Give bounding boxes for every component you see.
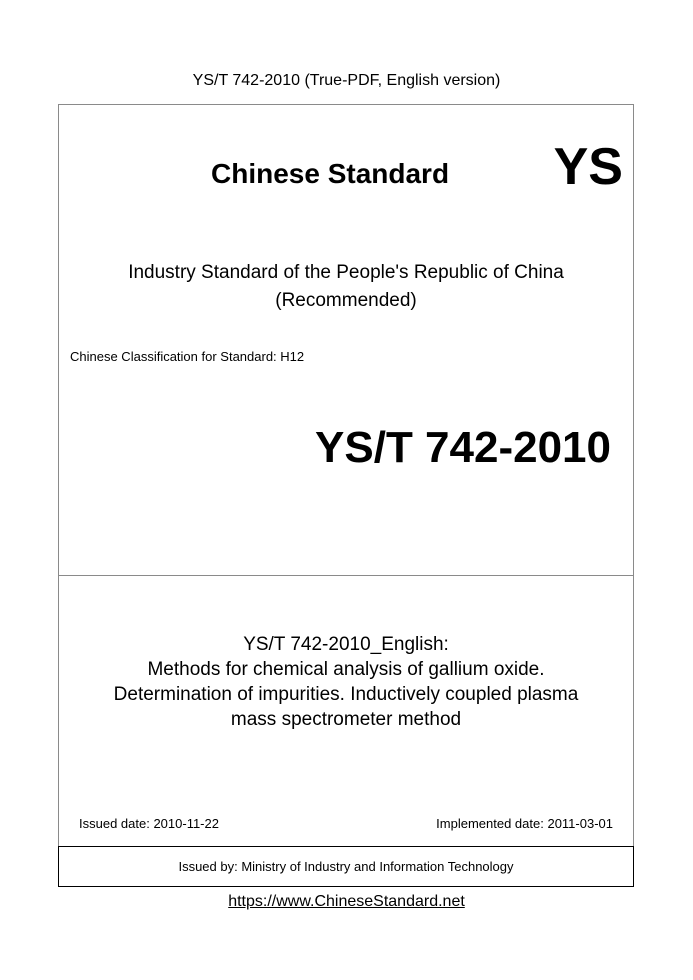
document-header-title: YS/T 742-2010 (True-PDF, English version) [192,72,501,89]
title-line-3: Determination of impurities. Inductively coupled plasma [113,684,579,705]
issuer-box: Issued by: Ministry of Industry and Information Technology [58,846,634,887]
chinese-standard-heading: Chinese Standard [211,158,450,189]
title-line-1: YS/T 742-2010_English: [243,634,449,655]
standard-number: YS/T 742-2010 [315,423,611,472]
industry-line-1: Industry Standard of the People's Republic of China [128,262,564,283]
website-link[interactable]: https://www.ChineseStandard.net [228,893,465,910]
title-line-2: Methods for chemical analysis of gallium oxide. [147,659,545,680]
cover-frame [58,104,634,887]
section-divider [59,575,633,576]
title-line-4: mass spectrometer method [230,709,462,730]
issued-date: Issued date: 2010-11-22 [79,816,219,831]
industry-line-2: (Recommended) [275,290,417,311]
document-title [59,632,633,732]
industry-standard-label [59,259,633,315]
classification-label: Chinese Classification for Standard: H12 [70,349,305,364]
standard-code-logo: YS [553,138,623,196]
implemented-date: Implemented date: 2011-03-01 [436,816,613,831]
